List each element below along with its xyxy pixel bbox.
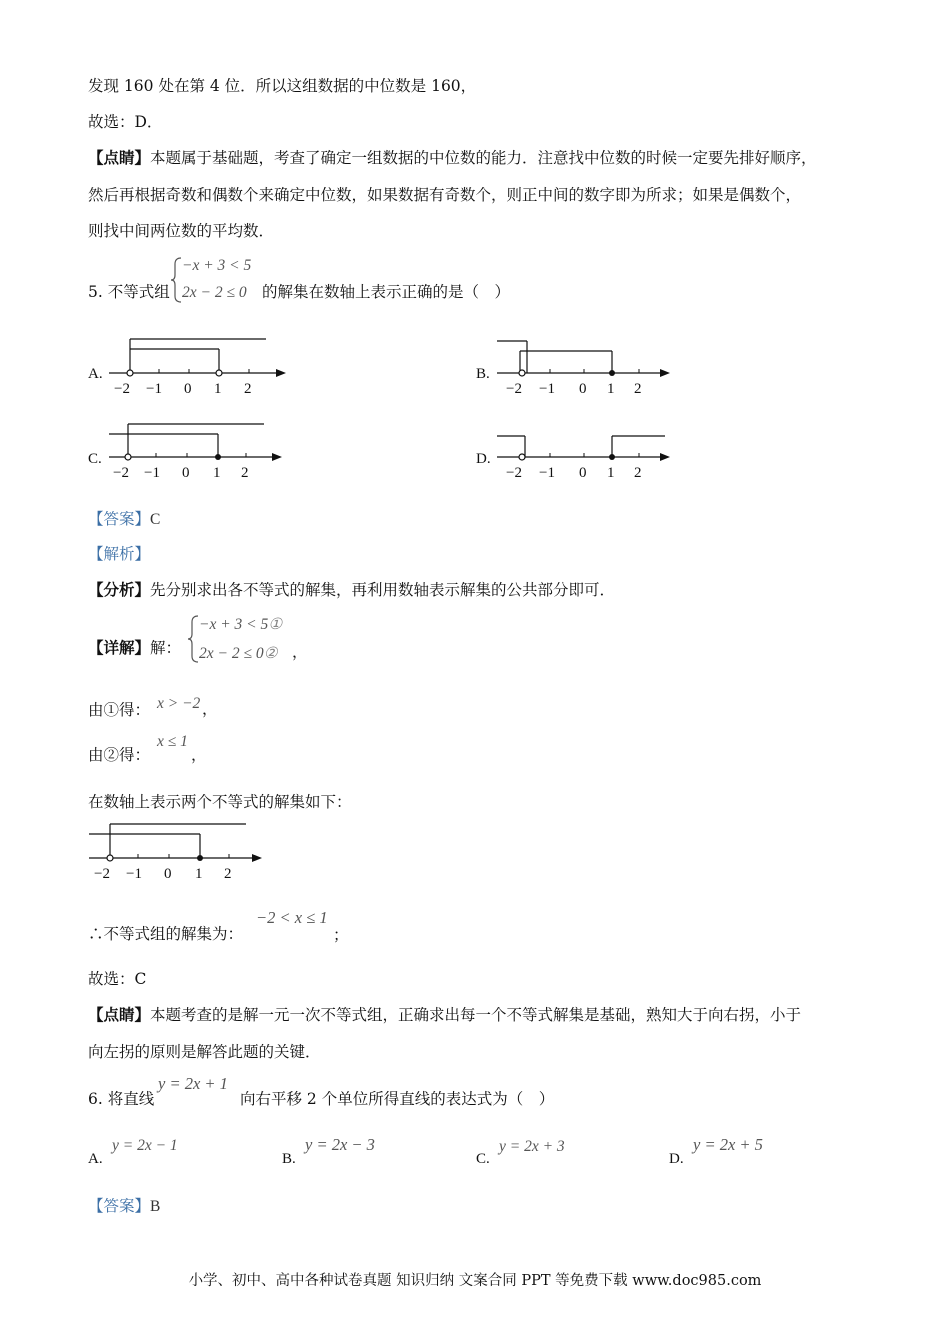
tick-label: −2 bbox=[506, 465, 522, 481]
system-line-1 bbox=[199, 615, 282, 635]
tick-label: 0 bbox=[579, 381, 587, 397]
tick-label: −1 bbox=[126, 866, 142, 882]
system-suffix: ， bbox=[292, 643, 308, 661]
text-line: 故选：D． bbox=[88, 113, 163, 131]
option-a-label: A. bbox=[88, 366, 103, 382]
tick-label: −1 bbox=[146, 381, 162, 397]
conclusion-prefix: ∴不等式组的解集为： bbox=[88, 925, 244, 943]
text-line bbox=[88, 148, 817, 168]
circle-one: ① bbox=[268, 616, 283, 633]
tick-label: −1 bbox=[144, 465, 160, 481]
option-a-number-line bbox=[104, 330, 294, 402]
tag-answer: 【答案】 bbox=[88, 1197, 151, 1215]
fenxi-line bbox=[88, 580, 615, 600]
tick-label: −2 bbox=[506, 381, 522, 397]
q6-option-a-math: y = 2x − 1 bbox=[112, 1137, 178, 1154]
tick-label: 1 bbox=[195, 866, 203, 882]
tick-label: 1 bbox=[213, 465, 221, 481]
step1-prefix: 由①得： bbox=[88, 701, 151, 719]
option-b-label: B. bbox=[476, 366, 490, 382]
dianjing-line bbox=[88, 1005, 801, 1025]
q6-suffix: 向右平移 2 个单位所得直线的表达式为（ ） bbox=[240, 1090, 555, 1108]
tick-label: −1 bbox=[539, 381, 555, 397]
tick-label: 0 bbox=[164, 866, 172, 882]
answer-value: C bbox=[150, 511, 161, 528]
q6-option-d-label: D. bbox=[669, 1151, 684, 1167]
step2-prefix: 由②得： bbox=[88, 746, 151, 764]
tick-label: −1 bbox=[539, 465, 555, 481]
tick-label: 2 bbox=[634, 381, 642, 397]
tick-label: 2 bbox=[224, 866, 232, 882]
tick-label: 2 bbox=[634, 465, 642, 481]
tick-label: 2 bbox=[241, 465, 249, 481]
tick-label: 2 bbox=[244, 381, 252, 397]
choose-line: 故选：C bbox=[88, 970, 147, 988]
q5-suffix: 的解集在数轴上表示正确的是（ ） bbox=[262, 283, 511, 301]
tag-dianjing: 【点睛】 bbox=[88, 1005, 151, 1024]
tick-label: 1 bbox=[214, 381, 222, 397]
q6-option-b-math: y = 2x − 3 bbox=[305, 1135, 375, 1154]
answer-line bbox=[88, 509, 160, 530]
tick-label: −2 bbox=[113, 465, 129, 481]
option-d-label: D. bbox=[476, 451, 491, 467]
conclusion-suffix: ； bbox=[333, 926, 349, 944]
q6-option-a-label: A. bbox=[88, 1151, 103, 1167]
q5-ineq2: 2x − 2 ≤ 0 bbox=[182, 284, 247, 301]
text-span: 本题考查的是解一元一次不等式组，正确求出每一个不等式解集是基础，熟知大于向右拐，小于 bbox=[150, 1006, 802, 1024]
tag-fenxi: 【分析】 bbox=[88, 580, 151, 599]
q6-option-c-math: y = 2x + 3 bbox=[499, 1138, 565, 1155]
q6-option-b-label: B. bbox=[282, 1151, 296, 1167]
answer-value: B bbox=[150, 1198, 161, 1215]
tick-label: 0 bbox=[182, 465, 190, 481]
text-line: 向左拐的原则是解答此题的关键． bbox=[88, 1043, 321, 1061]
option-c-label: C. bbox=[88, 451, 102, 467]
q5-prefix: 5. 不等式组 bbox=[88, 283, 170, 301]
page-footer: 小学、初中、高中各种试卷真题 知识归纳 文案合同 PPT 等免费下载 www.doc985.com bbox=[188, 1273, 762, 1289]
q5-ineq1: −x + 3 < 5 bbox=[182, 257, 252, 274]
q6-option-d-math: y = 2x + 5 bbox=[693, 1135, 763, 1154]
tick-label: 1 bbox=[607, 465, 615, 481]
text-line: 然后再根据奇数和偶数个来确定中位数，如果数据有奇数个，则正中间的数字即为所求；如果是偶数个， bbox=[88, 186, 802, 204]
tag-answer: 【答案】 bbox=[88, 510, 151, 528]
tag-dianjing: 【点睛】 bbox=[88, 148, 151, 167]
text-line: 则找中间两位数的平均数． bbox=[88, 222, 275, 240]
math-span: 2x − 2 ≤ 0 bbox=[199, 645, 264, 662]
axis-intro: 在数轴上表示两个不等式的解集如下： bbox=[88, 793, 352, 811]
step1-math: x > −2 bbox=[157, 695, 201, 712]
conclusion-math: −2 < x ≤ 1 bbox=[256, 908, 328, 927]
system-line-2 bbox=[199, 644, 278, 664]
tag-analysis: 【解析】 bbox=[88, 545, 151, 563]
q6-prefix: 6. 将直线 bbox=[88, 1090, 155, 1108]
q6-option-c-label: C. bbox=[476, 1151, 490, 1167]
tick-label: 0 bbox=[579, 465, 587, 481]
math-span: −x + 3 < 5 bbox=[199, 616, 269, 633]
text-span: 本题属于基础题，考查了确定一组数据的中位数的能力．注意找中位数的时候一定要先排好顺序， bbox=[150, 149, 817, 167]
option-c-number-line bbox=[104, 415, 294, 487]
tick-label: −2 bbox=[94, 866, 110, 882]
solution-number-line bbox=[86, 815, 276, 887]
text-span: 解： bbox=[150, 639, 182, 657]
option-d-number-line bbox=[492, 415, 682, 487]
circle-two: ② bbox=[263, 645, 278, 662]
option-b-number-line bbox=[492, 330, 682, 402]
tick-label: −2 bbox=[114, 381, 130, 397]
step2-suffix: ， bbox=[191, 746, 207, 764]
q6-math: y = 2x + 1 bbox=[158, 1074, 228, 1093]
step1-suffix: ， bbox=[202, 700, 218, 718]
xiangjie-line bbox=[88, 638, 181, 658]
text-span: 先分别求出各不等式的解集，再利用数轴表示解集的公共部分即可． bbox=[150, 581, 616, 599]
tag-xiangjie: 【详解】 bbox=[88, 638, 151, 657]
text-line: 发现 160 处在第 4 位．所以这组数据的中位数是 160， bbox=[88, 77, 477, 95]
q6-answer-line bbox=[88, 1196, 160, 1217]
tick-label: 0 bbox=[184, 381, 192, 397]
step2-math: x ≤ 1 bbox=[157, 733, 188, 750]
tick-label: 1 bbox=[607, 381, 615, 397]
